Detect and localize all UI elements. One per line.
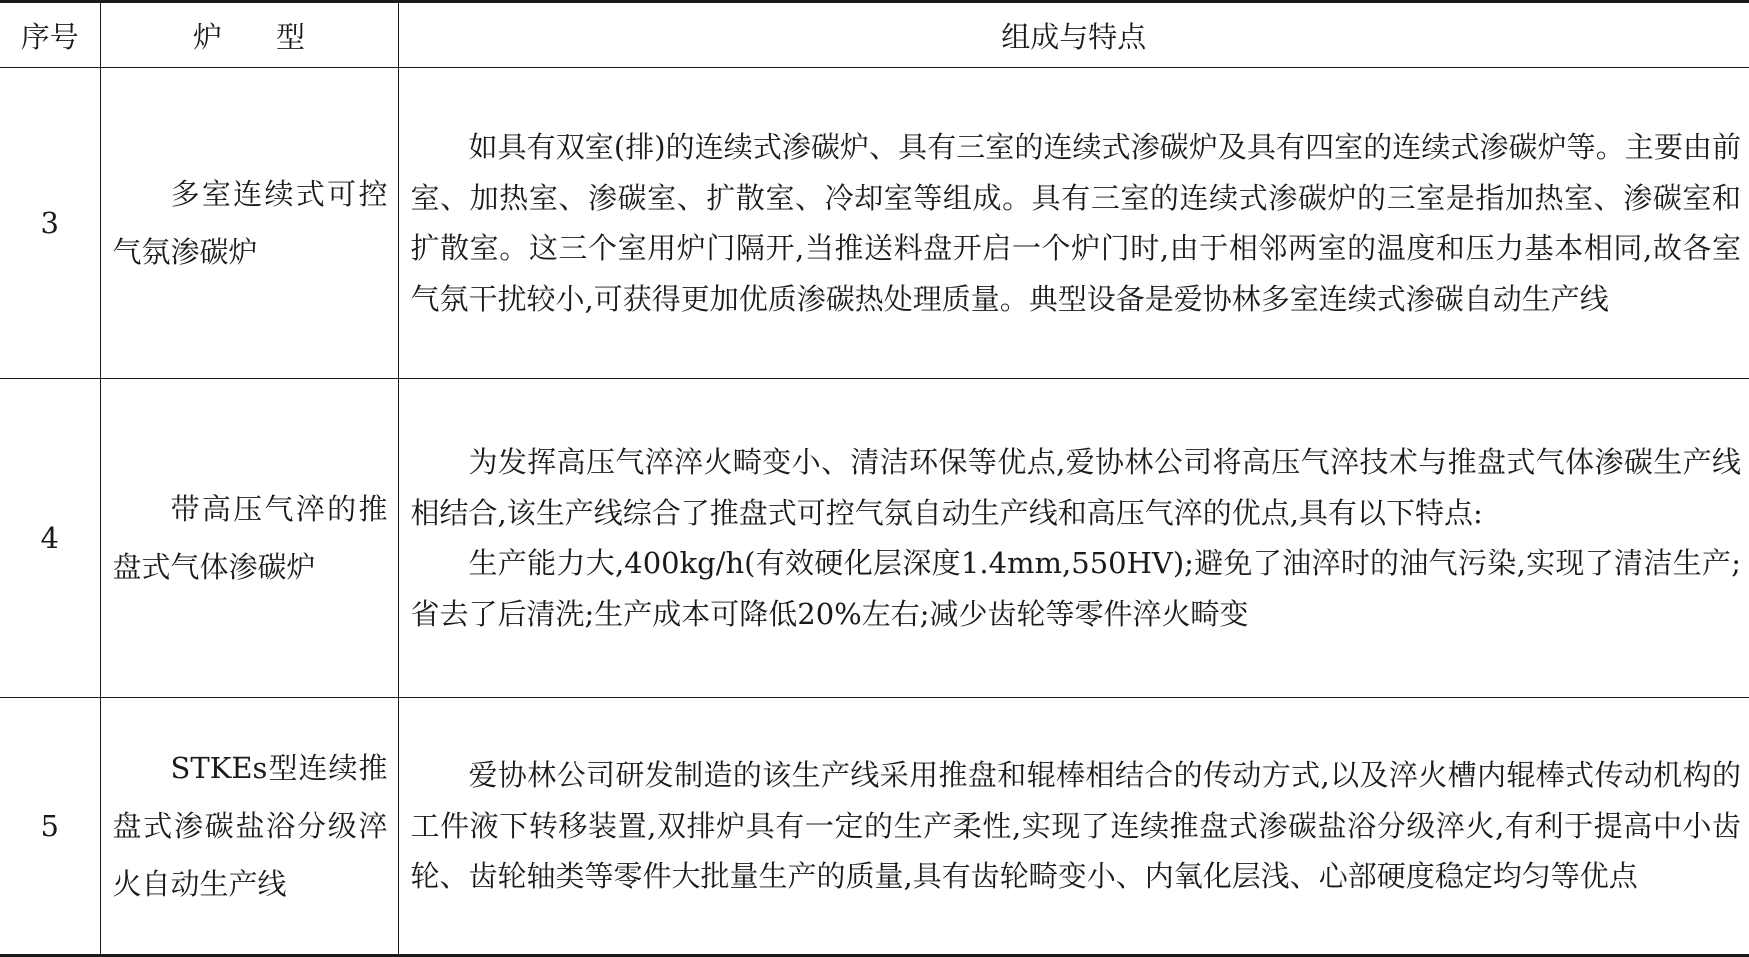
description-paragraph: 生产能力大,400kg/h(有效硬化层深度1.4mm,550HV);避免了油淬时的油气污染,实现了清洁生产;省去了后清洗;生产成本可降低20%左右;减少齿轮等零件淬火畸变: [410, 546, 1741, 631]
row-serial-number: 4: [0, 379, 100, 698]
row-serial-number: 5: [0, 698, 100, 956]
header-composition-features: 组成与特点: [398, 2, 1749, 68]
description-paragraph: 为发挥高压气淬淬火畸变小、清洁环保等优点,爱协林公司将高压气淬技术与推盘式气体渗碳生产线相结合,该生产线综合了推盘式可控气氛自动生产线和高压气淬的优点,具有以下特点:: [410, 445, 1741, 530]
row-furnace-type: 带高压气淬的推盘式气体渗碳炉: [100, 379, 398, 698]
row-serial-number: 3: [0, 68, 100, 379]
row-description: [398, 698, 1749, 956]
table-row: [0, 68, 1749, 379]
row-description: [398, 379, 1749, 698]
description-paragraph: 如具有双室(排)的连续式渗碳炉、具有三室的连续式渗碳炉及具有四室的连续式渗碳炉等。主要由前室、加热室、渗碳室、扩散室、冷却室等组成。具有三室的连续式渗碳炉的三室是指加热室、渗碳室和扩散室。这三个室用炉门隔开,当推送料盘开启一个炉门时,由于相邻两室的温度和压力基本相同,故各室气氛干扰较小,可获得更加优质渗碳热处理质量。典型设备是爱协林多室连续式渗碳自动生产线: [410, 130, 1741, 316]
table-row: [0, 379, 1749, 698]
description-paragraph: 爱协林公司研发制造的该生产线采用推盘和辊棒相结合的传动方式,以及淬火槽内辊棒式传动机构的工件液下转移装置,双排炉具有一定的生产柔性,实现了连续推盘式渗碳盐浴分级淬火,有利于提高中小齿轮、齿轮轴类等零件大批量生产的质量,具有齿轮畸变小、内氧化层浅、心部硬度稳定均匀等优点: [410, 758, 1741, 894]
header-furnace-type: 炉型: [100, 2, 398, 68]
table-row: [0, 698, 1749, 956]
row-description: [398, 68, 1749, 379]
row-furnace-type: STKEs型连续推盘式渗碳盐浴分级淬火自动生产线: [100, 698, 398, 956]
row-furnace-type: 多室连续式可控气氛渗碳炉: [100, 68, 398, 379]
header-serial-number: 序号: [0, 2, 100, 68]
table-header-row: [0, 2, 1749, 68]
